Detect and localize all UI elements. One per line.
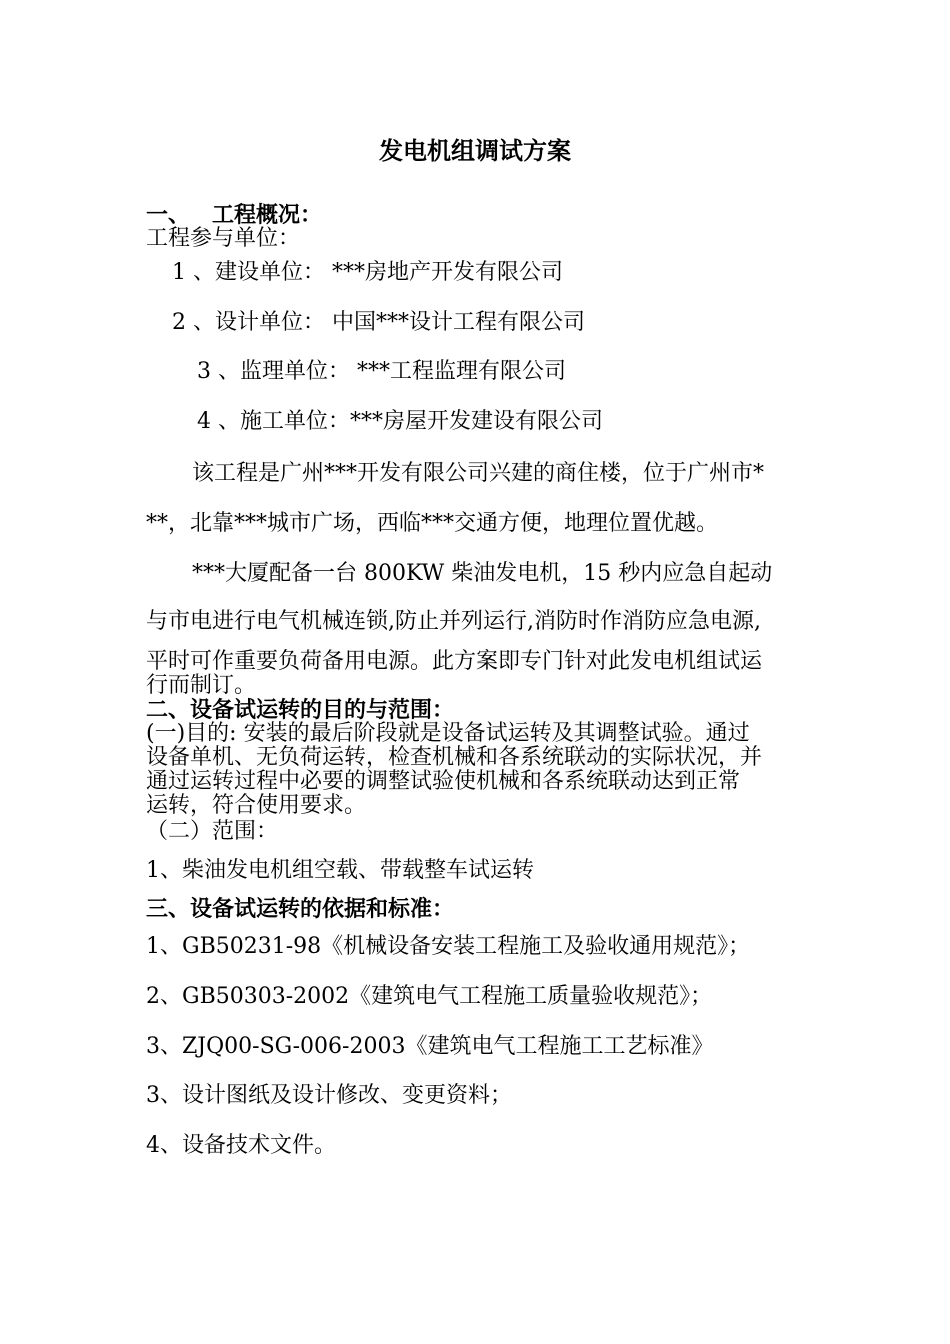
participants-label: 工程参与单位： <box>146 226 301 251</box>
standard-item: 3、设计图纸及设计修改、变更资料； <box>146 1083 512 1108</box>
purpose-line: 设备单机、无负荷运转，检查机械和各系统联动的实际状况，并 <box>146 745 763 770</box>
standard-item: 2、GB50303-2002《建筑电气工程施工质量验收规范》； <box>146 984 713 1009</box>
section-1-number: 一、 <box>146 202 191 228</box>
purpose-line: (一)目的: 安装的最后阶段就是设备试运转及其调整试验。通过 <box>146 721 750 746</box>
scope-item: 1、柴油发电机组空载、带载整车试运转 <box>146 858 534 883</box>
overview-line: **，北靠***城市广场，西临***交通方便，地理位置优越。 <box>146 511 719 536</box>
unit-contractor: 4 、施工单位：***房屋开发建设有限公司 <box>197 409 603 434</box>
scope-label: （二）范围： <box>146 819 279 844</box>
section-1-title: 工程概况： <box>212 202 323 228</box>
standard-item: 1、GB50231-98《机械设备安装工程施工及验收通用规范》； <box>146 934 751 959</box>
generator-line: 与市电进行电气机械连锁,防止并列运行,消防时作消防应急电源, <box>146 609 761 634</box>
overview-line: 该工程是广州***开发有限公司兴建的商住楼，位于广州市* <box>192 461 765 486</box>
generator-line: 平时可作重要负荷备用电源。此方案即专门针对此发电机组试运 <box>146 649 763 674</box>
standard-item: 4、设备技术文件。 <box>146 1133 336 1158</box>
purpose-line: 通过运转过程中必要的调整试验使机械和各系统联动达到正常 <box>146 769 741 794</box>
page-title: 发电机组调试方案 <box>379 136 571 165</box>
section-3-heading: 三、设备试运转的依据和标准： <box>146 896 455 922</box>
unit-design: 2 、设计单位： 中国***设计工程有限公司 <box>172 310 585 335</box>
standard-item: 3、ZJQ00-SG-006-2003《建筑电气工程施工工艺标准》 <box>146 1034 714 1059</box>
section-1-heading <box>146 202 322 228</box>
unit-supervision: 3 、监理单位： ***工程监理有限公司 <box>197 359 566 384</box>
unit-construction: 1 、建设单位： ***房地产开发有限公司 <box>172 260 563 285</box>
generator-line: ***大厦配备一台 800KW 柴油发电机，15 秒内应急自起动 <box>192 561 773 586</box>
purpose-line: 运转，符合使用要求。 <box>146 793 367 818</box>
section-2-heading: 二、设备试运转的目的与范围： <box>146 697 455 723</box>
generator-line: 行而制订。 <box>146 673 257 698</box>
